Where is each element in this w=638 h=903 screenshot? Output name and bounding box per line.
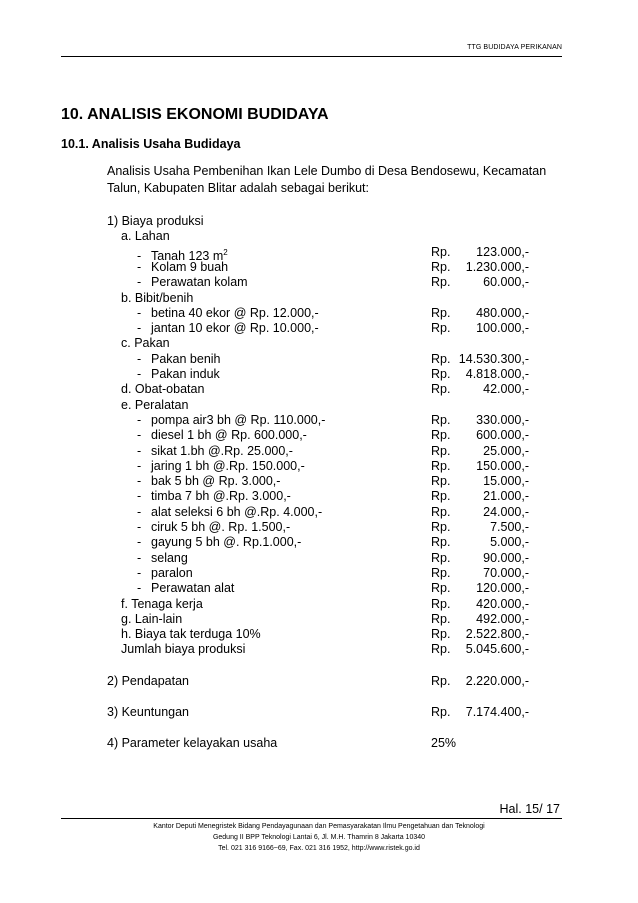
running-header: TTG BUDIDAYA PERIKANAN: [467, 44, 562, 51]
bullet-dash: -: [137, 458, 142, 473]
amount-value: 120.000,-: [476, 581, 529, 596]
cost-line-label: [121, 627, 261, 642]
header-rule: [61, 56, 562, 57]
cost-amount: [431, 444, 529, 459]
line-text: d. Obat-obatan: [121, 382, 205, 397]
cost-line-label: [137, 306, 319, 321]
bullet-dash: -: [137, 321, 142, 336]
cost-line-label: [137, 275, 248, 290]
amount-value: 100.000,-: [476, 321, 529, 336]
line-text: paralon: [151, 565, 193, 580]
amount-value: 600.000,-: [476, 428, 529, 443]
cost-line-label: [137, 428, 307, 443]
bullet-dash: -: [137, 428, 142, 443]
cost-amount: [431, 321, 529, 336]
cost-line-label: [137, 551, 188, 566]
line-text: 1) Biaya produksi: [107, 214, 204, 228]
line-text: ciruk 5 bh @. Rp. 1.500,-: [151, 520, 291, 534]
line-text: Pakan benih: [151, 351, 221, 366]
cost-line-label: [121, 382, 204, 397]
currency-label: Rp.: [431, 428, 451, 443]
line-text: timba 7 bh @.Rp. 3.000,-: [151, 489, 291, 504]
line-text: 2) Pendapatan: [107, 673, 190, 688]
currency-label: Rp.: [431, 535, 451, 550]
bullet-dash: -: [137, 275, 142, 290]
currency-label: Rp.: [431, 474, 451, 489]
bullet-dash: -: [137, 412, 142, 427]
amount-value: 420.000,-: [476, 596, 529, 611]
line-text: gayung 5 bh @. Rp.1.000,-: [151, 535, 302, 550]
line-text: c. Pakan: [121, 336, 170, 351]
currency-label: Rp.: [431, 305, 451, 320]
page-number: Hal. 15/ 17: [499, 802, 560, 816]
cost-amount: [431, 612, 529, 627]
cost-amount: [431, 459, 529, 474]
amount-value: 1.230.000,-: [465, 259, 529, 274]
cost-line-label: [121, 398, 188, 413]
currency-label: Rp.: [431, 642, 451, 657]
cost-amount: [431, 367, 529, 382]
cost-amount: [431, 245, 529, 260]
currency-label: Rp.: [431, 565, 451, 580]
bullet-dash: -: [137, 520, 142, 534]
currency-label: Rp.: [431, 550, 451, 565]
cost-line-label: [137, 535, 301, 550]
cost-line-label: [121, 336, 170, 351]
cost-line-label: [107, 214, 204, 229]
currency-label: Rp.: [431, 458, 451, 473]
currency-label: Rp.: [431, 581, 451, 596]
line-text: selang: [151, 550, 188, 565]
amount-value: 90.000,-: [483, 550, 529, 565]
cost-amount: [431, 642, 529, 657]
subsection-title: 10.1. Analisis Usaha Budidaya: [61, 137, 241, 151]
currency-label: Rp.: [431, 367, 451, 381]
currency-label: Rp.: [431, 627, 451, 642]
cost-line-label: [121, 642, 245, 657]
amount-value: 492.000,-: [476, 611, 529, 626]
cost-line-label: [137, 474, 280, 489]
cost-line-label: [137, 260, 228, 275]
currency-label: Rp.: [431, 611, 451, 626]
cost-line-label: [137, 566, 193, 581]
bullet-dash: -: [137, 367, 142, 381]
line-text: Tanah 123 m: [151, 248, 224, 263]
line-text: e. Peralatan: [121, 397, 189, 412]
cost-line-label: [137, 321, 319, 336]
cost-amount: [431, 352, 529, 367]
currency-label: Rp.: [431, 504, 451, 519]
cost-amount: [431, 260, 529, 275]
amount-value: 4.818.000,-: [465, 367, 529, 381]
bullet-dash: -: [137, 443, 142, 458]
line-text: h. Biaya tak terduga 10%: [121, 627, 261, 642]
bullet-dash: -: [137, 565, 142, 580]
bullet-dash: -: [137, 248, 142, 263]
cost-amount: [431, 627, 529, 642]
amount-value: 24.000,-: [483, 504, 529, 519]
currency-label: Rp.: [431, 443, 451, 458]
bullet-dash: -: [137, 550, 142, 565]
line-text: Jumlah biaya produksi: [121, 642, 246, 657]
currency-label: Rp.: [431, 244, 451, 259]
cost-line-label: [107, 736, 277, 751]
bullet-dash: -: [137, 535, 142, 550]
currency-label: Rp.: [431, 520, 451, 534]
percentage-value: 25%: [431, 736, 457, 751]
line-text: alat seleksi 6 bh @.Rp. 4.000,-: [151, 504, 323, 519]
line-text: Perawatan kolam: [151, 275, 248, 290]
cost-amount: [431, 306, 529, 321]
intro-paragraph: Analisis Usaha Pembenihan Ikan Lele Dumbo di Desa Bendosewu, Kecamatan Talun, Kabupaten Blitar adalah sebagai berikut:: [107, 164, 547, 195]
amount-value: 480.000,-: [476, 305, 529, 320]
amount-value: 330.000,-: [476, 412, 529, 427]
amount-value: 21.000,-: [483, 489, 529, 504]
cost-line-label: [137, 444, 293, 459]
line-text: sikat 1.bh @.Rp. 25.000,-: [151, 443, 293, 458]
currency-label: Rp.: [431, 489, 451, 504]
cost-line-label: [121, 291, 193, 306]
cost-amount: [431, 520, 529, 535]
bullet-dash: -: [137, 504, 142, 519]
cost-line-label: [121, 597, 203, 612]
footer-line-3: Tel. 021 316 9166~69, Fax. 021 316 1952, http://www.ristek.go.id: [218, 845, 420, 852]
cost-amount: [431, 736, 456, 751]
footer-line-1: Kantor Deputi Menegristek Bidang Pendayagunaan dan Pemasyarakatan Ilmu Pengetahuan dan Teknologi: [153, 823, 485, 830]
bullet-dash: -: [137, 305, 142, 320]
cost-amount: [431, 535, 529, 550]
cost-line-label: [137, 352, 221, 367]
cost-amount: [431, 474, 529, 489]
bullet-dash: -: [137, 259, 142, 274]
amount-value: 42.000,-: [483, 382, 529, 397]
line-text: a. Lahan: [121, 229, 170, 244]
cost-line-label: [121, 229, 170, 244]
currency-label: Rp.: [431, 351, 451, 366]
bullet-dash: -: [137, 351, 142, 366]
footer-rule: [61, 818, 562, 819]
line-text: Kolam 9 buah: [151, 259, 229, 274]
line-text: g. Lain-lain: [121, 611, 183, 626]
amount-value: 14.530.300,-: [458, 351, 529, 366]
amount-value: 150.000,-: [476, 458, 529, 473]
amount-value: 7.500,-: [490, 520, 529, 534]
amount-value: 70.000,-: [483, 565, 529, 580]
cost-line-label: [137, 520, 290, 535]
currency-label: Rp.: [431, 596, 451, 611]
line-text: f. Tenaga kerja: [121, 596, 203, 611]
currency-label: Rp.: [431, 705, 451, 719]
line-text: jaring 1 bh @.Rp. 150.000,-: [151, 458, 305, 473]
currency-label: Rp.: [431, 673, 451, 688]
currency-label: Rp.: [431, 382, 451, 397]
cost-amount: [431, 566, 529, 581]
cost-amount: [431, 597, 529, 612]
bullet-dash: -: [137, 489, 142, 504]
cost-line-label: [137, 367, 220, 382]
cost-line-label: [137, 459, 305, 474]
amount-value: 5.045.600,-: [465, 642, 529, 657]
amount-value: 2.522.800,-: [465, 627, 529, 642]
cost-line-label: [137, 489, 291, 504]
cost-amount: [431, 705, 529, 720]
line-text: Pakan induk: [151, 367, 220, 381]
cost-amount: [431, 275, 529, 290]
line-text: bak 5 bh @ Rp. 3.000,-: [151, 474, 281, 489]
bullet-dash: -: [137, 474, 142, 489]
currency-label: Rp.: [431, 412, 451, 427]
amount-value: 7.174.400,-: [465, 705, 529, 719]
line-text: Perawatan alat: [151, 581, 235, 596]
cost-line-label: [107, 674, 189, 689]
cost-amount: [431, 551, 529, 566]
bullet-dash: -: [137, 581, 142, 596]
cost-amount: [431, 674, 529, 689]
line-text: pompa air3 bh @ Rp. 110.000,-: [151, 412, 326, 427]
cost-line-label: [137, 413, 325, 428]
cost-line-label: [137, 581, 234, 596]
amount-value: 25.000,-: [483, 443, 529, 458]
line-text: diesel 1 bh @ Rp. 600.000,-: [151, 428, 307, 443]
superscript: 2: [223, 247, 228, 257]
line-text: b. Bibit/benih: [121, 290, 194, 305]
cost-amount: [431, 581, 529, 596]
cost-line-label: [137, 505, 322, 520]
currency-label: Rp.: [431, 321, 451, 336]
amount-value: 60.000,-: [483, 275, 529, 290]
currency-label: Rp.: [431, 259, 451, 274]
cost-line-label: [121, 612, 182, 627]
footer-line-2: Gedung II BPP Teknologi Lantai 6, Jl. M.H. Thamrin 8 Jakarta 10340: [212, 834, 426, 841]
line-text: 4) Parameter kelayakan usaha: [107, 736, 278, 751]
amount-value: 2.220.000,-: [465, 673, 529, 688]
line-text: betina 40 ekor @ Rp. 12.000,-: [151, 305, 319, 320]
cost-amount: [431, 382, 529, 397]
currency-label: Rp.: [431, 275, 451, 290]
section-title: 10. ANALISIS EKONOMI BUDIDAYA: [61, 106, 329, 123]
line-text: 3) Keuntungan: [107, 705, 190, 719]
cost-amount: [431, 428, 529, 443]
amount-value: 15.000,-: [483, 474, 529, 489]
cost-amount: [431, 489, 529, 504]
amount-value: 5.000,-: [490, 535, 529, 550]
cost-line-label: [107, 705, 189, 720]
cost-amount: [431, 505, 529, 520]
cost-amount: [431, 413, 529, 428]
line-text: jantan 10 ekor @ Rp. 10.000,-: [151, 321, 319, 336]
amount-value: 123.000,-: [476, 244, 529, 259]
